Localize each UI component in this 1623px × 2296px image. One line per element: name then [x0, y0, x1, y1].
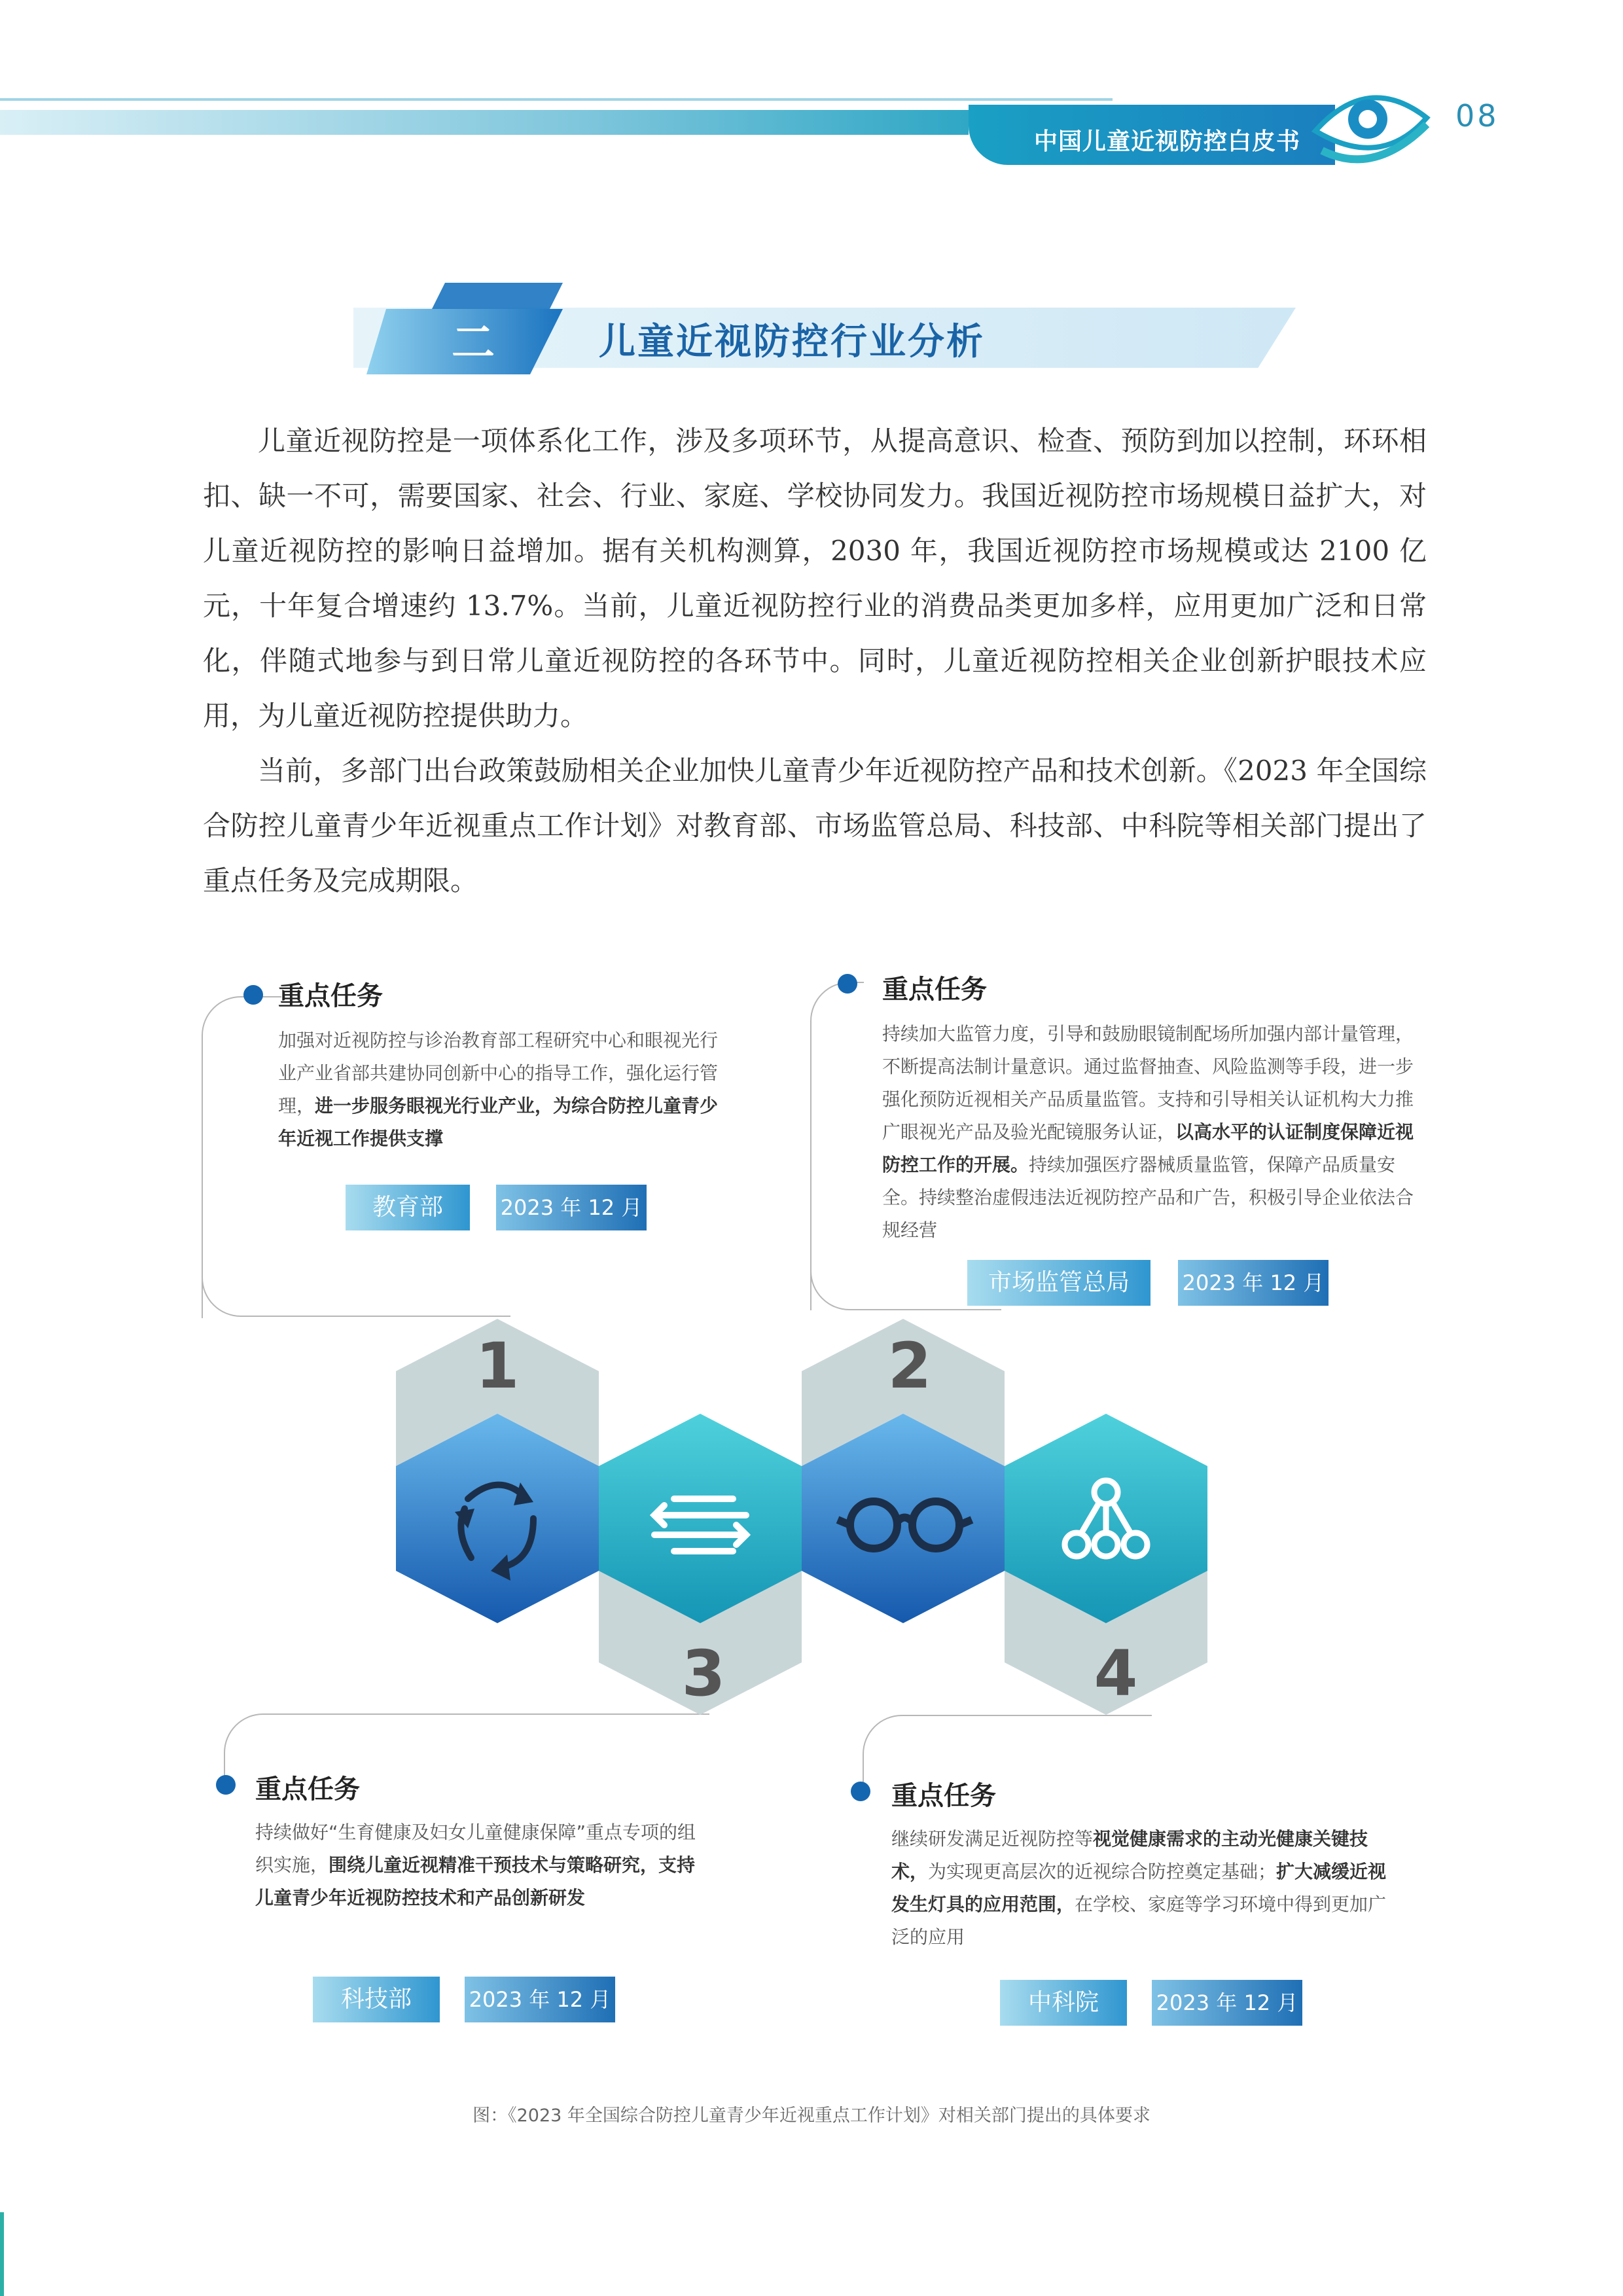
- task-3-department: 科技部: [313, 1977, 440, 2022]
- task-3-bullet: [216, 1775, 236, 1795]
- hex-number-4: 4: [1094, 1637, 1138, 1710]
- header-rule: [0, 98, 1113, 101]
- task-4-department: 中科院: [1000, 1980, 1127, 2026]
- hexagon-diagram: [393, 1309, 1243, 1728]
- hex-number-1: 1: [475, 1329, 520, 1403]
- task-3-body: 持续做好“生育健康及妇女儿童健康保障”重点专项的组织实施，围绕儿童近视精准干预技术与策略研究，支持儿童青少年近视防控技术和产品创新研发: [255, 1821, 696, 1909]
- task-1-deadline: 2023 年 12 月: [496, 1185, 647, 1230]
- task-1-bullet: [243, 985, 263, 1005]
- task-2-heading: 重点任务: [882, 975, 987, 1005]
- task-4-body: 继续研发满足近视防控等视觉健康需求的主动光健康关键技术，为实现更高层次的近视综合防控奠定基础；扩大减缓近视发生灯具的应用范围，在学校、家庭等学习环境中得到更加广泛的应用: [891, 1828, 1387, 1948]
- task-2-bullet: [838, 974, 857, 994]
- task-4-bullet: [851, 1782, 870, 1801]
- page-number: 08: [1455, 98, 1499, 134]
- header-tab: [969, 105, 1335, 165]
- hex-number-2: 2: [887, 1329, 932, 1403]
- task-1-heading: 重点任务: [278, 981, 383, 1011]
- task-2-department: 市场监管总局: [967, 1260, 1150, 1306]
- body-paragraph-1: 儿童近视防控是一项体系化工作，涉及多项环节，从提高意识、检查、预防到加以控制，环环相扣、缺一不可，需要国家、社会、行业、家庭、学校协同发力。我国近视防控市场规模日益扩大，对儿童近视防控的影响日益增加。据有关机构测算，2030 年，我国近视防控市场规模或达 2100 亿元，十年复合增速约 13.7%。当前，儿童近视防控行业的消费品类更加多样，应用更加广泛和日常化，伴随式地参与到日常儿童近视防控的各环节中。同时，儿童近视防控相关企业创新护眼技术应用，为儿童近视防控提供助力。: [203, 425, 1427, 732]
- task-1-department: 教育部: [346, 1185, 470, 1230]
- task-3-deadline: 2023 年 12 月: [465, 1977, 615, 2022]
- body-paragraph-2: 当前，多部门出台政策鼓励相关企业加快儿童青少年近视防控产品和技术创新。《2023 年全国综合防控儿童青少年近视重点工作计划》对教育部、市场监管总局、科技部、中科院等相关部门提出了重点任务及完成期限。: [203, 755, 1427, 897]
- header-bar: [0, 110, 969, 135]
- task-4-heading: 重点任务: [891, 1781, 996, 1811]
- header-title: 中国儿童近视防控白皮书: [1034, 128, 1301, 155]
- page-edge-accent: [0, 2212, 4, 2296]
- hex-number-3: 3: [681, 1637, 726, 1710]
- task-4-deadline: 2023 年 12 月: [1152, 1980, 1302, 2026]
- connector-line-1b: [202, 1257, 510, 1317]
- task-3-heading: 重点任务: [255, 1774, 360, 1804]
- task-2-deadline: 2023 年 12 月: [1178, 1260, 1329, 1306]
- section-number: 二: [452, 317, 495, 368]
- task-1-body: 加强对近视防控与诊治教育部工程研究中心和眼视光行业产业省部共建协同创新中心的指导工作，强化运行管理，进一步服务眼视光行业产业，为综合防控儿童青少年近视工作提供支撑: [278, 1030, 719, 1149]
- eye-logo-icon: [1302, 79, 1433, 164]
- section-title: 儿童近视防控行业分析: [599, 321, 985, 363]
- figure-caption: 图：《2023 年全国综合防控儿童青少年近视重点工作计划》对相关部门提出的具体要求: [473, 2106, 1150, 2126]
- task-2-body: 持续加大监管力度，引导和鼓励眼镜制配场所加强内部计量管理，不断提高法制计量意识。通过监督抽查、风险监测等手段，进一步强化预防近视相关产品质量监管。支持和引导相关认证机构大力推广眼视光产品及验光配镜服务认证，以高水平的认证制度保障近视防控工作的开展。持续加强医疗器械质量监管，保障产品质量安全。持续整治虚假违法近视防控产品和广告，积极引导企业依法合规经营: [882, 1023, 1414, 1241]
